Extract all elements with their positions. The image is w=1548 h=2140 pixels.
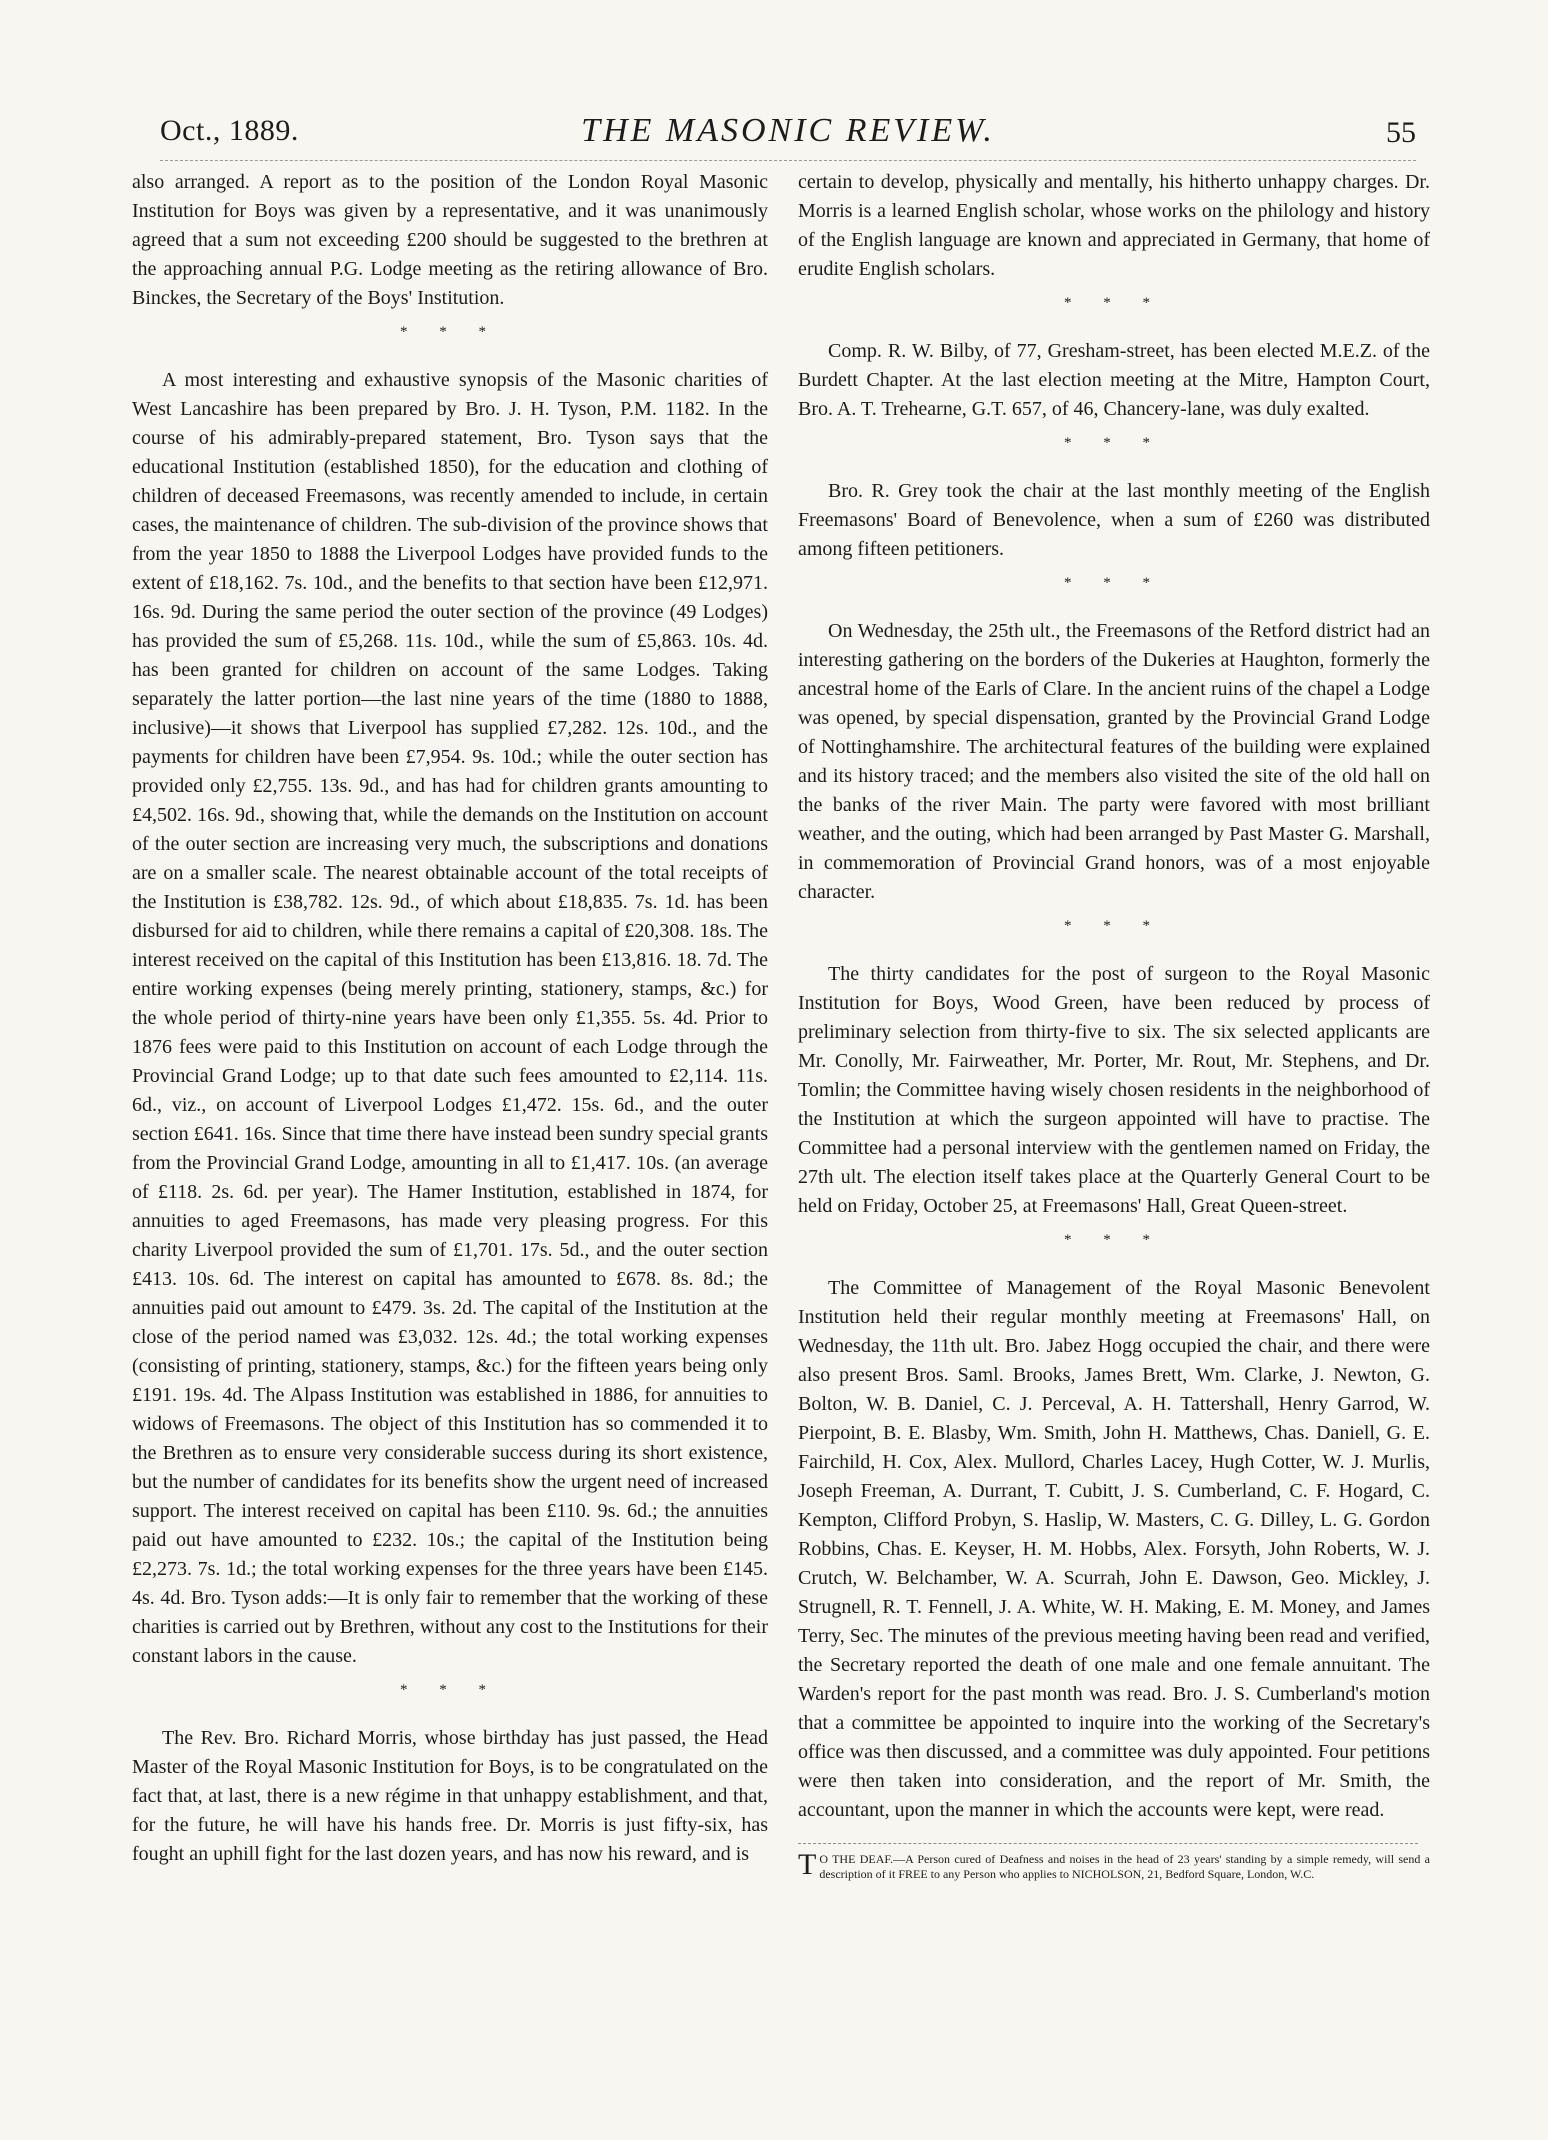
page-number: 55 [1386, 116, 1416, 149]
header-rule [160, 160, 1416, 161]
section-separator: * * * [1064, 575, 1164, 591]
article-retford-gathering: On Wednesday, the 25th ult., the Freemasons of the Retford district had an interesting gathering on the borders of the Dukeries at Haughton, formerly the ancestral home of the Earls of Clare. In the ancient ruins of the chapel a Lodge was opened, by special dispensation, granted by the Provincial Grand Lodge of Nottinghamshire. The architectural features of the building were explained and its history traced; and the members also visited the site of the old hall on the banks of the river Main. The party were favored with most brilliant weather, and the outing, which had been arranged by Past Master G. Marshall, in commemoration of Provincial Grand honors, was of a most enjoyable character. [798, 620, 1430, 903]
article-west-lancashire-charities: A most interesting and exhaustive synopsis of the Masonic charities of West Lancashire has been prepared by Bro. J. H. Tyson, P.M. 1182. In the course of his admirably-prepared statement, Bro. Tyson says that the educational Institution (established 1850), for the education and clothing of children of deceased Freemasons, was recently amended to include, in certain cases, the maintenance of children. The sub-division of the province shows that from the year 1850 to 1888 the Liverpool Lodges have provided funds to the extent of £18,162. 7s. 10d., and the benefits to that section have been £12,971. 16s. 9d. During the same period the outer section of the province (49 Lodges) has provided the sum of £5,268. 11s. 10d., while the sum of £5,863. 10s. 4d. has been granted for children on account of the same Lodges. Taking separately the latter portion—the last nine years of the time (1880 to 1888, inclusive)—it shows that Liverpool has supplied £7,282. 12s. 10d., and the payments for children have been £7,954. 9s. 10d.; while the outer section has provided only £2,755. 13s. 9d., and has had for children grants amounting to £4,502. 16s. 9d., showing that, while the demands on the Institution on account of the outer section are increasing very much, the subscriptions and donations are on a smaller scale. The nearest obtainable account of the total receipts of the Institution is £38,782. 12s. 9d., of which about £18,835. 7s. 1d. has been disbursed for aid to children, while there remains a capital of £20,308. 18s. The interest received on the capital of this Institution has been £13,816. 18. 7d. The entire working expenses (being merely printing, stationery, stamps, &c.) for the whole period of thirty-nine years have been only £1,355. 5s. 4d. Prior to 1876 fees were paid to this Institution on account of each Lodge through the Provincial Grand Lodge; up to that date such fees amounted to £2,114. 11s. 6d., viz., on account of Liverpool Lodges £1,472. 15s. 6d., and the outer section £641. 16s. Since that time there have instead been sundry special grants from the Provincial Grand Lodge, amounting in all to £1,417. 10s. (an average of £118. 2s. 6d. per year). The Hamer Institution, established in 1874, for annuities to aged Freemasons, has made very pleasing progress. For this charity Liverpool provided the sum of £1,701. 17s. 5d., and the outer section £413. 10s. 6d. The interest on capital has amounted to £678. 8s. 8d.; the annuities paid out amount to £479. 3s. 2d. The capital of the Institution at the close of the period named was £3,032. 12s. 4d.; the total working expenses (consisting of printing, stationery, stamps, &c.) for the fifteen years being only £191. 19s. 4d. The Alpass Institution was established in 1886, for annuities to widows of Freemasons. The object of this Institution has so commended it to the Brethren as to ensure very considerable success during its short existence, but the number of candidates for its benefits show the urgent need of increased support. The interest received on capital has been £110. 9s. 6d.; the annuities paid out have amounted to £232. 10s.; the capital of the Institution being £2,273. 7s. 1d.; the total working expenses for the three years have been £145. 4s. 4d. Bro. Tyson adds:—It is only fair to remember that the working of these charities is carried out by Brethren, without any cost to the Institutions for their constant labors in the cause. [132, 369, 768, 1667]
section-separator: * * * [1064, 918, 1164, 934]
page-header [160, 108, 1416, 158]
article-surgeon-candidates: The thirty candidates for the post of surgeon to the Royal Masonic Institution for Boys, Wood Green, have been reduced by process of preliminary selection from thirty-five to six. The six selected applicants are Mr. Conolly, Mr. Fairweather, Mr. Porter, Mr. Rout, Mr. Stephens, and Dr. Tomlin; the Committee having wisely chosen residents in the neighborhood of the Institution at which the surgeon appointed will have to practise. The Committee had a personal interview with the gentlemen named on Friday, the 27th ult. The election itself takes place at the Quarterly General Court to be held on Friday, October 25, at Freemasons' Hall, Great Queen-street. [798, 963, 1430, 1217]
article-rev-richard-morris-continued: certain to develop, physically and mentally, his hitherto unhappy charges. Dr. Morris is a learned English scholar, whose works on the philology and history of the English language are known and appreciated in Germany, that home of erudite English scholars. [798, 171, 1430, 280]
advert-drop-initial: T [798, 1848, 817, 1881]
section-separator: * * * [400, 324, 500, 340]
masthead-title: THE MASONIC REVIEW. [581, 112, 995, 149]
advert-rule [798, 1843, 1418, 1844]
header-date: Oct., 1889. [160, 114, 299, 147]
section-separator: * * * [1064, 295, 1164, 311]
article-rev-richard-morris: The Rev. Bro. Richard Morris, whose birthday has just passed, the Head Master of the Royal Masonic Institution for Boys, is to be congratulated on the fact that, at last, there is a new régime in that unhappy establishment, and that, for the future, he will have his hands free. Dr. Morris is just fifty-six, has fought an uphill fight for the last dozen years, and has now his reward, and is [132, 1727, 768, 1865]
advert-text: O THE DEAF.—A Person cured of Deafness and noises in the head of 23 years' standing by a simple remedy, will send a description of it FREE to any Person who applies to NICHOLSON, 21, Bedford Square, London, W.C. [819, 1852, 1430, 1881]
section-separator: * * * [1064, 1232, 1164, 1248]
article-board-of-benevolence: Bro. R. Grey took the chair at the last monthly meeting of the English Freemasons' Board of Benevolence, when a sum of £260 was distributed among fifteen petitioners. [798, 480, 1430, 560]
left-column [132, 168, 768, 1869]
article-boys-institution-continued: also arranged. A report as to the position of the London Royal Masonic Institution for Boys was given by a representative, and it was unanimously agreed that a sum not exceeding £200 should be suggested to the brethren at the approaching annual P.G. Lodge meeting as the retiring allowance of Bro. Binckes, the Secretary of the Boys' Institution. [132, 171, 768, 309]
right-column [798, 168, 1430, 1882]
advert-to-the-deaf [798, 1848, 1430, 1882]
article-burdett-chapter: Comp. R. W. Bilby, of 77, Gresham-street, has been elected M.E.Z. of the Burdett Chapter. At the last election meeting at the Mitre, Hampton Court, Bro. A. T. Trehearne, G.T. 657, of 46, Chancery-lane, was duly exalted. [798, 340, 1430, 420]
section-separator: * * * [400, 1682, 500, 1698]
article-benevolent-institution-meeting: The Committee of Management of the Royal Masonic Benevolent Institution held their regular monthly meeting at Freemasons' Hall, on Wednesday, the 11th ult. Bro. Jabez Hogg occupied the chair, and there were also present Bros. Saml. Brooks, James Brett, Wm. Clarke, J. Newton, G. Bolton, W. B. Daniel, C. J. Perceval, A. H. Tattershall, Henry Garrod, W. Pierpoint, B. E. Blasby, Wm. Smith, John H. Matthews, Chas. Daniell, G. E. Fairchild, H. Cox, Alex. Mullord, Charles Lacey, Hugh Cotter, W. J. Murlis, Joseph Freeman, A. Durrant, T. Cubitt, J. S. Cumberland, C. F. Hogard, C. Kempton, Clifford Probyn, S. Haslip, W. Masters, C. G. Dilley, L. G. Gordon Robbins, Chas. E. Keyser, H. M. Hobbs, Alex. Forsyth, John Roberts, W. J. Crutch, W. Belchamber, W. A. Scurrah, John E. Dawson, Geo. Mickley, J. Strugnell, R. T. Fennell, J. A. White, W. H. Making, E. M. Money, and James Terry, Sec. The minutes of the previous meeting having been read and verified, the Secretary reported the death of one male and one female annuitant. The Warden's report for the past month was read. Bro. J. S. Cumberland's motion that a committee be appointed to inquire into the working of the Secretary's office was then discussed, and a committee was duly appointed. Four petitions were then taken into consideration, and the report of Mr. Smith, the accountant, upon the manner in which the accounts were kept, were read. [798, 1277, 1430, 1821]
section-separator: * * * [1064, 435, 1164, 451]
